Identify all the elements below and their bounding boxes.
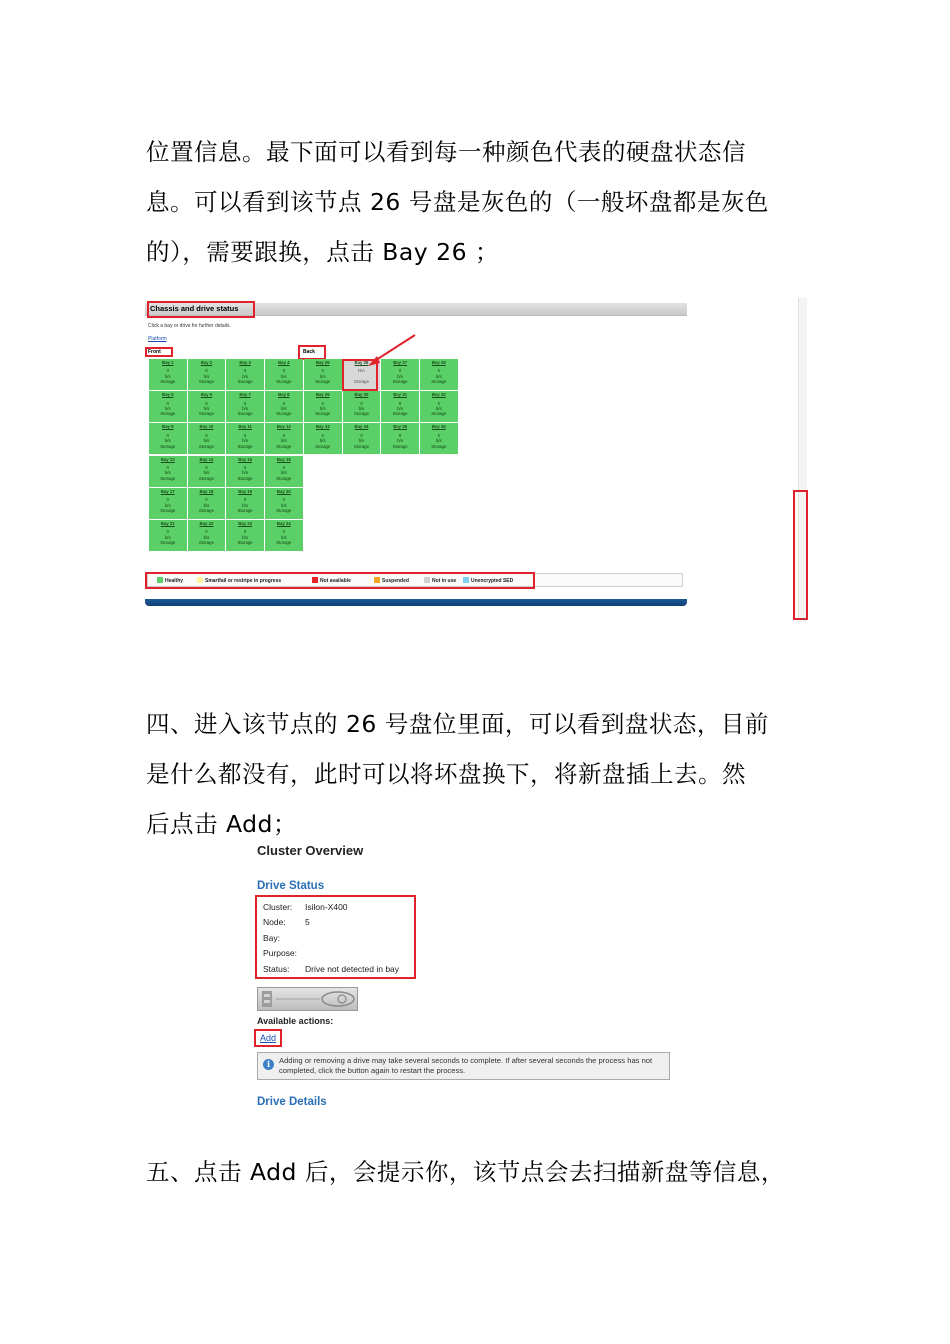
bay-throughput-unit: b/s <box>164 438 171 444</box>
bay-type: Storage <box>198 379 214 385</box>
bay-throughput-unit: b/s <box>435 373 442 379</box>
bay-throughput-unit: b/s <box>319 406 326 411</box>
bay-throughput-value: 0 <box>282 464 285 470</box>
chassis-panel <box>145 298 687 608</box>
bay-16[interactable] <box>265 456 303 487</box>
bay-35[interactable] <box>381 423 419 454</box>
bay-throughput-unit: b/s <box>242 406 248 411</box>
page-title: Cluster Overview <box>257 843 364 858</box>
bay-type: Storage <box>237 475 253 481</box>
bay-throughput-unit: b/s <box>242 502 248 508</box>
bay-throughput-unit: b/s <box>203 406 210 411</box>
bay-name[interactable]: Bay 29 <box>315 392 330 398</box>
bay-throughput-value: 0 <box>166 529 169 535</box>
bay-name[interactable]: Bay 25 <box>315 360 330 365</box>
bay-throughput-unit: b/s <box>358 438 365 444</box>
bay-type: Storage <box>315 379 331 385</box>
status-row-cluster <box>263 902 348 912</box>
bay-throughput-value: 0 <box>205 497 208 503</box>
status-row-status <box>263 964 399 974</box>
bay-6[interactable] <box>188 391 226 422</box>
bay-throughput-value: 0 <box>166 400 169 406</box>
bay-throughput-unit: b/s <box>242 373 248 379</box>
bay-throughput-value: 0 <box>205 368 208 374</box>
bay-24[interactable] <box>265 520 303 551</box>
bay-28[interactable] <box>420 359 458 390</box>
drive-sled-icon <box>258 988 357 1010</box>
bay-throughput-unit: b/s <box>242 470 248 476</box>
bay-25[interactable] <box>304 359 342 390</box>
bay-name[interactable]: Bay 22 <box>199 520 214 526</box>
paragraph-line: 后点击 Add； <box>146 810 297 838</box>
status-key: Purpose: <box>263 948 298 958</box>
legend-highlight-box <box>145 572 535 589</box>
bay-15[interactable] <box>226 456 264 487</box>
info-note-text: Adding or removing a drive may take several seconds to complete. If after several seconds the process has not completed, click the button again to restart the process. <box>279 1056 653 1075</box>
bay-8[interactable] <box>265 391 303 422</box>
status-row-node <box>263 917 310 927</box>
bay-throughput-unit: b/s <box>164 470 171 476</box>
bay-14[interactable] <box>188 456 226 487</box>
instruction-paragraph-1 <box>146 127 810 277</box>
bay-type: Storage <box>431 379 447 385</box>
bay-2[interactable] <box>188 359 226 390</box>
drive-status-box <box>255 895 416 979</box>
bay-9[interactable] <box>149 423 187 454</box>
back-bay-grid <box>304 359 458 454</box>
legend-label: Not in use <box>432 578 457 584</box>
bay-type: Storage <box>237 540 253 546</box>
bay-23[interactable] <box>226 520 264 551</box>
bay-throughput-unit: b/s <box>280 406 287 411</box>
bay-32[interactable] <box>420 391 458 422</box>
bay-name[interactable]: Bay 9 <box>162 424 174 430</box>
status-value: Drive not detected in bay <box>305 964 400 974</box>
bay-type: Storage <box>198 475 214 481</box>
bay-throughput-value: 0 <box>398 432 402 438</box>
bay-name[interactable]: Bay 30 <box>354 392 369 398</box>
bay-type: Storage <box>237 411 253 417</box>
bay-name[interactable]: Bay 27 <box>393 360 408 365</box>
bay-throughput-unit: b/s <box>280 534 287 540</box>
back-highlight-box <box>298 345 326 360</box>
back-label: Back <box>303 349 315 355</box>
bay-name[interactable]: Bay 15 <box>238 456 253 462</box>
bay-name[interactable]: Bay 3 <box>239 360 251 365</box>
status-key: Status: <box>263 964 290 974</box>
bay-type: Storage <box>198 540 214 546</box>
chassis-title: Chassis and drive status <box>150 304 239 313</box>
bay-type: Storage <box>315 411 331 417</box>
bay-type: Storage <box>160 475 176 481</box>
bay-throughput-unit: b/s <box>164 534 171 540</box>
bay-name[interactable]: Bay 6 <box>200 392 213 398</box>
bay-type: Storage <box>315 443 331 449</box>
bay-name[interactable]: Bay 16 <box>276 456 291 462</box>
bay-name[interactable]: Bay 11 <box>238 424 252 430</box>
bay-throughput-value: 0 <box>437 368 440 374</box>
bay-3[interactable] <box>226 359 264 390</box>
paragraph-line: 五、点击 Add 后，会提示你，该节点会去扫描新盘等信息， <box>146 1158 785 1186</box>
chassis-screenshot <box>145 298 807 624</box>
bay-11[interactable] <box>226 423 264 454</box>
bay-throughput-value: 0 <box>243 497 247 503</box>
bay-12[interactable] <box>265 423 303 454</box>
bay-throughput-value: 0 <box>243 432 247 438</box>
empty-drive-slot-icon <box>257 987 358 1011</box>
status-value: 5 <box>305 917 310 927</box>
bay-19[interactable] <box>226 488 264 519</box>
bay-type: Storage <box>237 379 253 385</box>
bay-throughput-value: 0 <box>205 464 208 470</box>
bay-throughput-unit: b/s <box>280 373 287 379</box>
bay-name[interactable]: Bay 2 <box>200 360 213 365</box>
bay-name[interactable]: Bay 28 <box>431 360 446 365</box>
legend-label: Not available <box>320 578 351 584</box>
bay-10[interactable] <box>188 423 226 454</box>
paragraph-line: 四、进入该节点的 26 号盘位里面，可以看到盘状态，目前 <box>146 710 769 738</box>
bay-throughput-value: 0 <box>205 432 208 438</box>
bay-throughput-value: 0 <box>243 529 247 535</box>
bay-name[interactable]: Bay 18 <box>199 488 214 494</box>
bay-throughput-value: N/A <box>357 368 366 374</box>
bay-throughput-value: 0 <box>282 497 285 503</box>
front-label: Front <box>148 349 161 355</box>
platform-link[interactable]: Platform <box>148 336 167 342</box>
bay-type: Storage <box>160 411 176 417</box>
bay-name[interactable]: Bay 34 <box>354 424 369 430</box>
bay-throughput-unit: b/s <box>435 438 442 444</box>
bay-throughput-value: 0 <box>360 400 363 406</box>
bay-name[interactable]: Bay 19 <box>238 488 253 494</box>
bay-throughput-value: 0 <box>243 464 247 470</box>
bay-throughput-value: 0 <box>398 368 402 374</box>
bay-29[interactable] <box>304 391 342 422</box>
bay-throughput-unit: b/s <box>203 438 210 444</box>
bay-name[interactable]: Bay 32 <box>431 392 446 398</box>
bay-throughput-value: 0 <box>166 368 169 374</box>
bay-13[interactable] <box>149 456 187 487</box>
bay-name[interactable]: Bay 5 <box>162 392 174 398</box>
legend-label: Unencrypted SED <box>471 578 514 584</box>
bay-type: Storage <box>198 411 214 417</box>
info-note <box>257 1052 670 1080</box>
bay-name[interactable]: Bay 7 <box>239 392 251 398</box>
bay-4[interactable] <box>265 359 303 390</box>
bay-type: Storage <box>276 507 292 513</box>
bay-type: Storage <box>198 507 214 513</box>
bay-17[interactable] <box>149 488 187 519</box>
bay-5[interactable] <box>149 391 187 422</box>
bay-31[interactable] <box>381 391 419 422</box>
bay-21[interactable] <box>149 520 187 551</box>
bay-throughput-unit: b/s <box>280 438 287 444</box>
bay-throughput-value: 0 <box>398 400 402 406</box>
bay-throughput-unit: b/s <box>203 470 210 476</box>
bay-type: Storage <box>353 379 369 385</box>
bay-throughput-value: 0 <box>166 497 169 503</box>
bay-type: Storage <box>160 379 176 385</box>
bay-throughput-unit: b/s <box>203 534 210 540</box>
bay-throughput-value: 0 <box>166 464 169 470</box>
bay-33[interactable] <box>304 423 342 454</box>
bay-throughput-unit: b/s <box>164 502 171 508</box>
bay-18[interactable] <box>188 488 226 519</box>
bay-type: Storage <box>431 443 447 449</box>
bay-name[interactable]: Bay 31 <box>393 392 408 398</box>
bay-type: Storage <box>237 507 253 513</box>
chassis-hint: Click a bay or drive for further details. <box>148 323 231 329</box>
bay-throughput-unit: b/s <box>319 373 326 379</box>
bay-throughput-value: 0 <box>321 432 324 438</box>
bay-throughput-value: 0 <box>282 529 285 535</box>
bay-name[interactable]: Bay 21 <box>160 520 175 526</box>
bay-type: Storage <box>353 411 369 417</box>
bay-name[interactable]: Bay 20 <box>276 488 291 494</box>
pointer-arrow-icon <box>363 328 423 370</box>
bay-name[interactable]: Bay 1 <box>162 360 174 365</box>
title-highlight-box <box>147 301 255 318</box>
bay-name[interactable]: Bay 23 <box>238 520 253 526</box>
bay-type: Storage <box>276 443 292 449</box>
bay-type: Storage <box>392 443 408 449</box>
bay-throughput-unit: b/s <box>397 438 403 444</box>
front-bay-grid <box>149 359 303 551</box>
status-key: Bay: <box>263 933 281 943</box>
bay-throughput-unit: b/s <box>164 373 171 379</box>
bay-type: Storage <box>276 411 292 417</box>
info-icon: i <box>263 1059 274 1070</box>
bay-throughput-value: 0 <box>360 432 363 438</box>
bay-throughput-unit: b/s <box>435 406 442 411</box>
bay-name[interactable]: Bay 24 <box>276 520 291 526</box>
bay-20[interactable] <box>265 488 303 519</box>
legend-label: Suspended <box>382 578 409 584</box>
bay-name[interactable]: Bay 35 <box>393 424 408 430</box>
legend-label: Smartfail or restripe in progress <box>205 578 282 584</box>
bay-throughput-unit: b/s <box>203 502 210 508</box>
bay-1[interactable] <box>149 359 187 390</box>
available-actions-label: Available actions: <box>257 1016 334 1026</box>
paragraph-line: 的），需要跟换，点击 Bay 26 ； <box>146 238 499 266</box>
status-key: Node: <box>263 917 286 927</box>
scrollbar-highlight-box <box>793 490 808 620</box>
chevron-down-icon[interactable]: ⌄ <box>800 614 807 622</box>
status-key: Cluster: <box>263 902 293 912</box>
page-scrollbar[interactable] <box>798 298 807 622</box>
bay-name[interactable]: Bay 14 <box>199 456 214 462</box>
bay-name[interactable]: Bay 17 <box>160 488 175 494</box>
bay-type: Storage <box>353 443 369 449</box>
paragraph-line: 位置信息。最下面可以看到每一种颜色代表的硬盘状态信 <box>146 138 746 166</box>
bay-36[interactable] <box>420 423 458 454</box>
bay-name[interactable]: Bay 36 <box>431 424 446 430</box>
bay-throughput-value: 0 <box>437 400 440 406</box>
bay-throughput-unit: b/s <box>242 534 248 540</box>
bay-name[interactable]: Bay 26 <box>354 360 369 365</box>
bay-30[interactable] <box>343 391 381 422</box>
bay-throughput-unit: b/s <box>280 470 287 476</box>
bay-throughput-unit: b/s <box>358 406 365 411</box>
bay-throughput-unit: b/s <box>319 438 326 444</box>
bay-type: Storage <box>431 411 447 417</box>
drive-status-heading: Drive Status <box>257 880 325 892</box>
bay-throughput-value: 0 <box>243 368 247 374</box>
instruction-paragraph-2 <box>146 699 810 849</box>
legend-label: Healthy <box>165 578 184 584</box>
add-drive-link[interactable]: Add <box>254 1029 282 1047</box>
chassis-footer-bar <box>145 599 687 606</box>
bay-type: Storage <box>237 443 253 449</box>
bay-type: Storage <box>392 411 408 417</box>
bay-throughput-unit: b/s <box>397 373 403 379</box>
bay-type: Storage <box>392 379 408 385</box>
bay-throughput-value: 0 <box>205 529 208 535</box>
bay-type: Storage <box>160 443 176 449</box>
bay-type: Storage <box>276 475 292 481</box>
bay-throughput-value: 0 <box>205 400 208 406</box>
bay-name[interactable]: Bay 10 <box>199 424 214 430</box>
bay-throughput-unit: b/s <box>397 406 403 411</box>
bay-34[interactable] <box>343 423 381 454</box>
instruction-paragraph-3 <box>146 1147 810 1197</box>
bay-throughput-value: 0 <box>282 400 285 406</box>
bay-throughput-unit: b/s <box>164 406 171 411</box>
bay-throughput-value: 0 <box>437 432 440 438</box>
bay-type: Storage <box>276 379 292 385</box>
bay-throughput-value: 0 <box>282 432 285 438</box>
bay-throughput-unit: b/s <box>280 502 287 508</box>
drive-details-heading[interactable]: Drive Details <box>257 1096 327 1108</box>
bay-throughput-value: 0 <box>243 400 247 406</box>
paragraph-line: 是什么都没有，此时可以将坏盘换下，将新盘插上去。然 <box>146 760 746 788</box>
bay-name[interactable]: Bay 33 <box>315 424 330 430</box>
bay-name[interactable]: Bay 12 <box>276 424 291 430</box>
status-row-purpose <box>263 948 305 958</box>
status-row-bay <box>263 933 305 943</box>
cluster-overview-screenshot <box>254 842 674 1114</box>
bay-throughput-value: 0 <box>321 368 324 374</box>
bay-throughput-unit: b/s <box>203 373 210 379</box>
bay-throughput-value: 0 <box>166 432 169 438</box>
bay-throughput-unit: b/s <box>242 438 248 444</box>
bay-name[interactable]: Bay 13 <box>160 456 175 462</box>
bay-22[interactable] <box>188 520 226 551</box>
bay-type: Storage <box>160 507 176 513</box>
bay-type: Storage <box>198 443 214 449</box>
bay-type: Storage <box>160 540 176 546</box>
bay-name[interactable]: Bay 4 <box>278 360 290 365</box>
bay-type: Storage <box>276 540 292 546</box>
status-value: Isilon-X400 <box>305 902 348 912</box>
front-highlight-box <box>145 347 173 357</box>
paragraph-line: 息。可以看到该节点 26 号盘是灰色的（一般坏盘都是灰色 <box>146 188 769 216</box>
bay-throughput-value: 0 <box>282 368 285 374</box>
bay-throughput-value: 0 <box>321 400 324 406</box>
bay-name[interactable]: Bay 8 <box>278 392 290 398</box>
bay-7[interactable] <box>226 391 264 422</box>
